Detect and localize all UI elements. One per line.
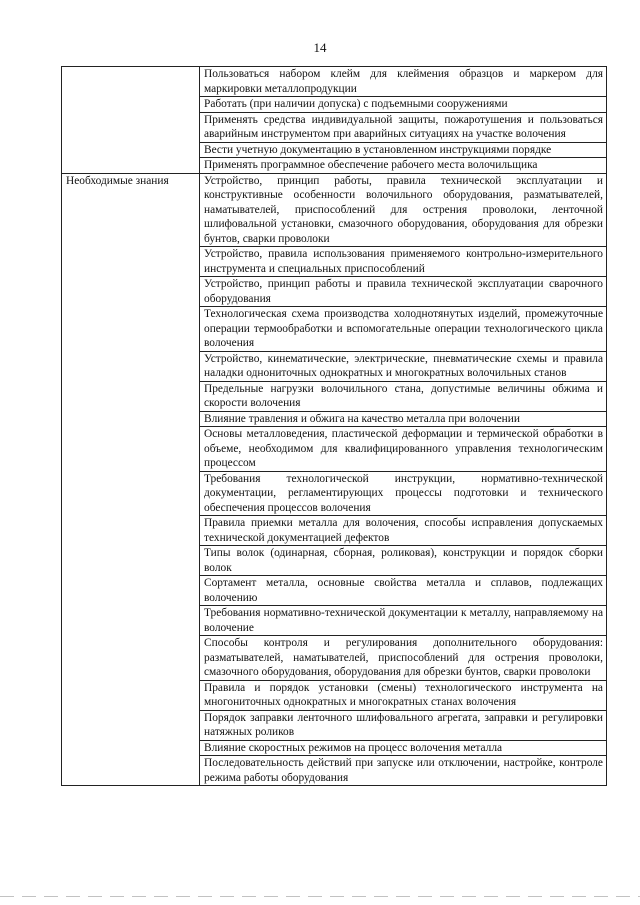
knowledge-item: Устройство, принцип работы, правила технической эксплуатации и конструктивные особенности волочильного оборудования, разматывателей, наматывателей, приспособлений для острения проволоки, ленточной шлифовальной установки, смазочного оборудования, оборудования для обрезки бунтов, сварки проволоки	[200, 173, 607, 247]
knowledge-item: Сортамент металла, основные свойства металла и сплавов, подлежащих волочению	[200, 576, 607, 606]
skill-item: Применять средства индивидуальной защиты, пожаротушения и пользоваться аварийным инструментом при аварийных ситуациях на участке волочения	[200, 112, 607, 142]
knowledge-item: Последовательность действий при запуске или отключении, настройке, контроле режима работы оборудования	[200, 756, 607, 786]
knowledge-item: Типы волок (одинарная, сборная, роликовая), конструкции и порядок сборки волок	[200, 546, 607, 576]
knowledge-item: Устройство, принцип работы и правила технической эксплуатации сварочного оборудования	[200, 277, 607, 307]
knowledge-item: Правила приемки металла для волочения, способы исправления допускаемых технической документацией дефектов	[200, 516, 607, 546]
table-row	[62, 67, 607, 97]
knowledge-item: Устройство, кинематические, электрические, пневматические схемы и правила наладки однониточных однократных и многократных волочильных станов	[200, 351, 607, 381]
skill-item: Применять программное обеспечение рабочего места волочильщика	[200, 158, 607, 174]
skill-item: Работать (при наличии допуска) с подъемными сооружениями	[200, 97, 607, 113]
knowledge-item: Способы контроля и регулирования дополнительного оборудования: разматывателей, наматывателей, приспособлений для острения проволоки, смазочного оборудования, оборудования для обрезки бунтов, сварки проволоки	[200, 636, 607, 681]
knowledge-item: Основы металловедения, пластической деформации и термической обработки в объеме, необходимом для квалифицированного управления технологическим процессом	[200, 427, 607, 472]
knowledge-item: Устройство, правила использования применяемого контрольно-измерительного инструмента и специальных приспособлений	[200, 247, 607, 277]
knowledge-item: Влияние скоростных режимов на процесс волочения металла	[200, 740, 607, 756]
knowledge-item: Влияние травления и обжига на качество металла при волочении	[200, 411, 607, 427]
knowledge-item: Требования нормативно-технической документации к металлу, направляемому на волочение	[200, 606, 607, 636]
knowledge-item: Порядок заправки ленточного шлифовального агрегата, заправки и регулировки натяжных роликов	[200, 710, 607, 740]
knowledge-item: Правила и порядок установки (смены) технологического инструмента на многониточных однократных и многократных станах волочения	[200, 680, 607, 710]
knowledge-label: Необходимые знания	[62, 173, 200, 786]
knowledge-item: Требования технологической инструкции, нормативно-технической документации, регламентирующих процессы подготовки и технического обеспечения процессов волочения	[200, 471, 607, 516]
requirements-table	[61, 66, 607, 786]
knowledge-item: Предельные нагрузки волочильного стана, допустимые величины обжима и скорости волочения	[200, 381, 607, 411]
skill-item: Пользоваться набором клейм для клеймения образцов и маркером для маркировки металлопродукции	[200, 67, 607, 97]
page-number: 14	[313, 40, 327, 55]
skill-item: Вести учетную документацию в установленном инструкциями порядке	[200, 142, 607, 158]
scan-edge-line	[0, 896, 640, 897]
table-row	[62, 173, 607, 247]
skills-label-cell	[62, 67, 200, 174]
knowledge-item: Технологическая схема производства холоднотянутых изделий, промежуточные операции термообработки и вспомогательные операции технологического цикла волочения	[200, 307, 607, 352]
